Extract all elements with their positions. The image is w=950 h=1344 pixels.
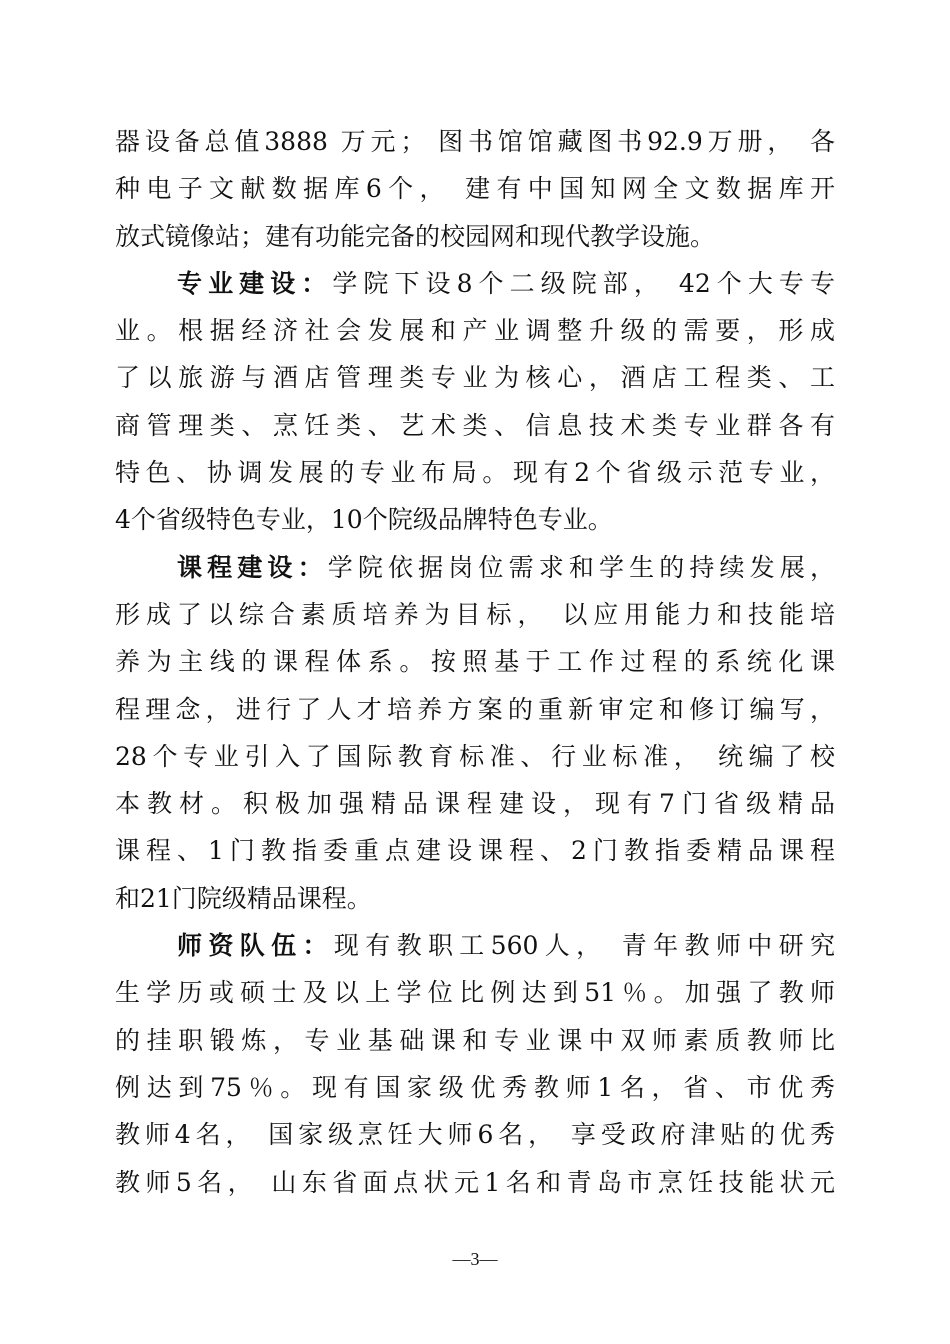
text-line: 课程、1门教指委重点建设课程、2门教指委精品课程: [115, 836, 835, 866]
text-line: 养为主线的课程体系。按照基于工作过程的系统化课: [115, 647, 835, 677]
text-line: 种电子文献数据库6个， 建有中国知网全文数据库开: [115, 174, 835, 204]
text-line: 形成了以综合素质培养为目标， 以应用能力和技能培: [115, 599, 835, 629]
text-segment: 学院下设8个二级院部， 42个大专专: [332, 268, 835, 298]
text-line: 教师5名， 山东省面点状元1名和青岛市烹饪技能状元: [115, 1167, 835, 1197]
text-line: 业。根据经济社会发展和产业调整升级的需要，形成: [115, 316, 835, 346]
text-line: 了以旅游与酒店管理类专业为核心，酒店工程类、工: [115, 363, 835, 393]
section-heading: 课程建设：: [177, 552, 328, 582]
paragraph-course-construction: [115, 544, 835, 922]
text-line: 器设备总值3888 万元； 图书馆馆藏图书92.9万册， 各: [115, 127, 835, 156]
text-line: 教师4名， 国家级烹饪大师6名， 享受政府津贴的优秀: [115, 1120, 835, 1150]
text-segment: 学院依据岗位需求和学生的持续发展，: [327, 552, 835, 582]
paragraph-major-construction: [115, 260, 835, 544]
text-line: 生学历或硕士及以上学位比例达到51％。加强了教师: [115, 978, 835, 1008]
text-line: 28个专业引入了国际教育标准、行业标准， 统编了校: [115, 741, 835, 771]
text-line: [115, 544, 835, 591]
text-line: [115, 260, 835, 307]
text-line: 的挂职锻炼，专业基础课和专业课中双师素质教师比: [115, 1025, 835, 1055]
text-line: 和21门院级精品课程。: [115, 883, 372, 913]
section-heading: 师资队伍：: [177, 931, 334, 961]
text-line: 本教材。积极加强精品课程建设，现有7门省级精品: [115, 789, 835, 819]
text-line: 商管理类、烹饪类、艺术类、信息技术类专业群各有: [115, 410, 835, 440]
text-line: 程理念，进行了人才培养方案的重新审定和修订编写，: [115, 694, 835, 724]
text-line: 4个省级特色专业，10个院级品牌特色专业。: [115, 505, 613, 535]
paragraph-faculty: [115, 922, 835, 1206]
text-line: 特色、协调发展的专业布局。现有2个省级示范专业，: [115, 458, 835, 488]
section-heading: 专业建设：: [177, 268, 333, 298]
document-page: [115, 118, 835, 1206]
text-line: [115, 922, 835, 969]
page-number: —3—: [452, 1249, 498, 1269]
text-segment: 现有教职工560人， 青年教师中研究: [333, 931, 835, 961]
paragraph-equipment-library: [115, 118, 835, 260]
text-line: 例达到75％。现有国家级优秀教师1名，省、市优秀: [115, 1072, 835, 1102]
text-line: 放式镜像站；建有功能完备的校园网和现代教学设施。: [115, 221, 716, 251]
